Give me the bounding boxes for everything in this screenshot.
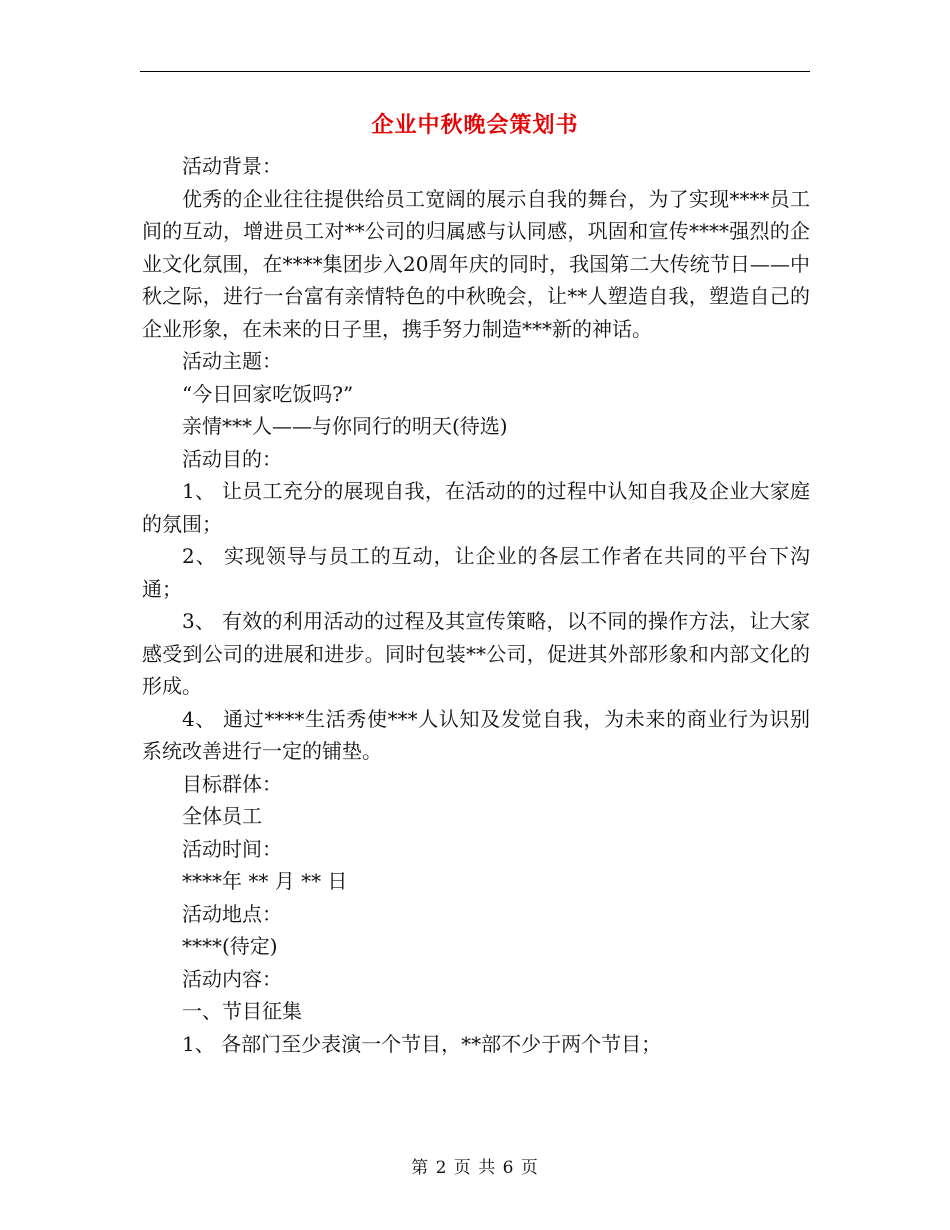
paragraph-theme-heading: 活动主题： [182,349,282,373]
paragraph-target-text: 全体员工 [182,804,262,828]
document-body [142,150,810,1060]
paragraph-purpose-2: 2、 实现领导与员工的互动，让企业的各层工作者在共同的平台下沟通； [142,544,810,601]
paragraph-purpose-1: 1、 让员工充分的展现自我，在活动的的过程中认知自我及企业大家庭的氛围； [142,479,810,536]
paragraph-purpose-3: 3、 有效的利用活动的过程及其宣传策略，以不同的操作方法，让大家感受到公司的进展和进步。同时包装**公司，促进其外部形象和内部文化的形成。 [142,609,810,698]
paragraph-theme-1: “今日回家吃饭吗?” [182,381,354,406]
paragraph-location-heading: 活动地点： [182,901,282,926]
paragraph-content-section-1: 一、节目征集 [182,999,302,1023]
paragraph-background-heading: 活动背景： [182,154,282,178]
paragraph-location-text: ****(待定) [182,934,278,958]
header-rule [140,71,810,72]
paragraph-target-heading: 目标群体： [182,771,282,796]
paragraph-theme-2: 亲情***人——与你同行的明天(待选) [182,414,508,438]
paragraph-time-text: ****年 ** 月 ** 日 [182,869,348,893]
paragraph-purpose-4: 4、 通过****生活秀使***人认知及发觉自我，为未来的商业行为识别系统改善进行一定的铺垫。 [142,706,810,763]
paragraph-time-heading: 活动时间： [182,836,282,861]
paragraph-content-item-1: 1、 各部门至少表演一个节目，**部不少于两个节目； [182,1031,662,1056]
paragraph-background-text: 优秀的企业往往提供给员工宽阔的展示自我的舞台，为了实现****员工间的互动，增进员工对**公司的归属感与认同感，巩固和宣传****强烈的企业文化氛围，在****集团步入20周年庆的同时，我国第二大传统节日——中秋之际，进行一台富有亲情特色的中秋晚会，让**人塑造自我，塑造自己的企业形象，在未来的日子里，携手努力制造***新的神话。 [142,186,810,341]
document-title: 企业中秋晚会策划书 [371,112,579,138]
paragraph-content-heading: 活动内容： [182,966,282,991]
paragraph-purpose-heading: 活动目的： [182,446,282,471]
page-number: 第 2 页 共 6 页 [411,1158,539,1178]
